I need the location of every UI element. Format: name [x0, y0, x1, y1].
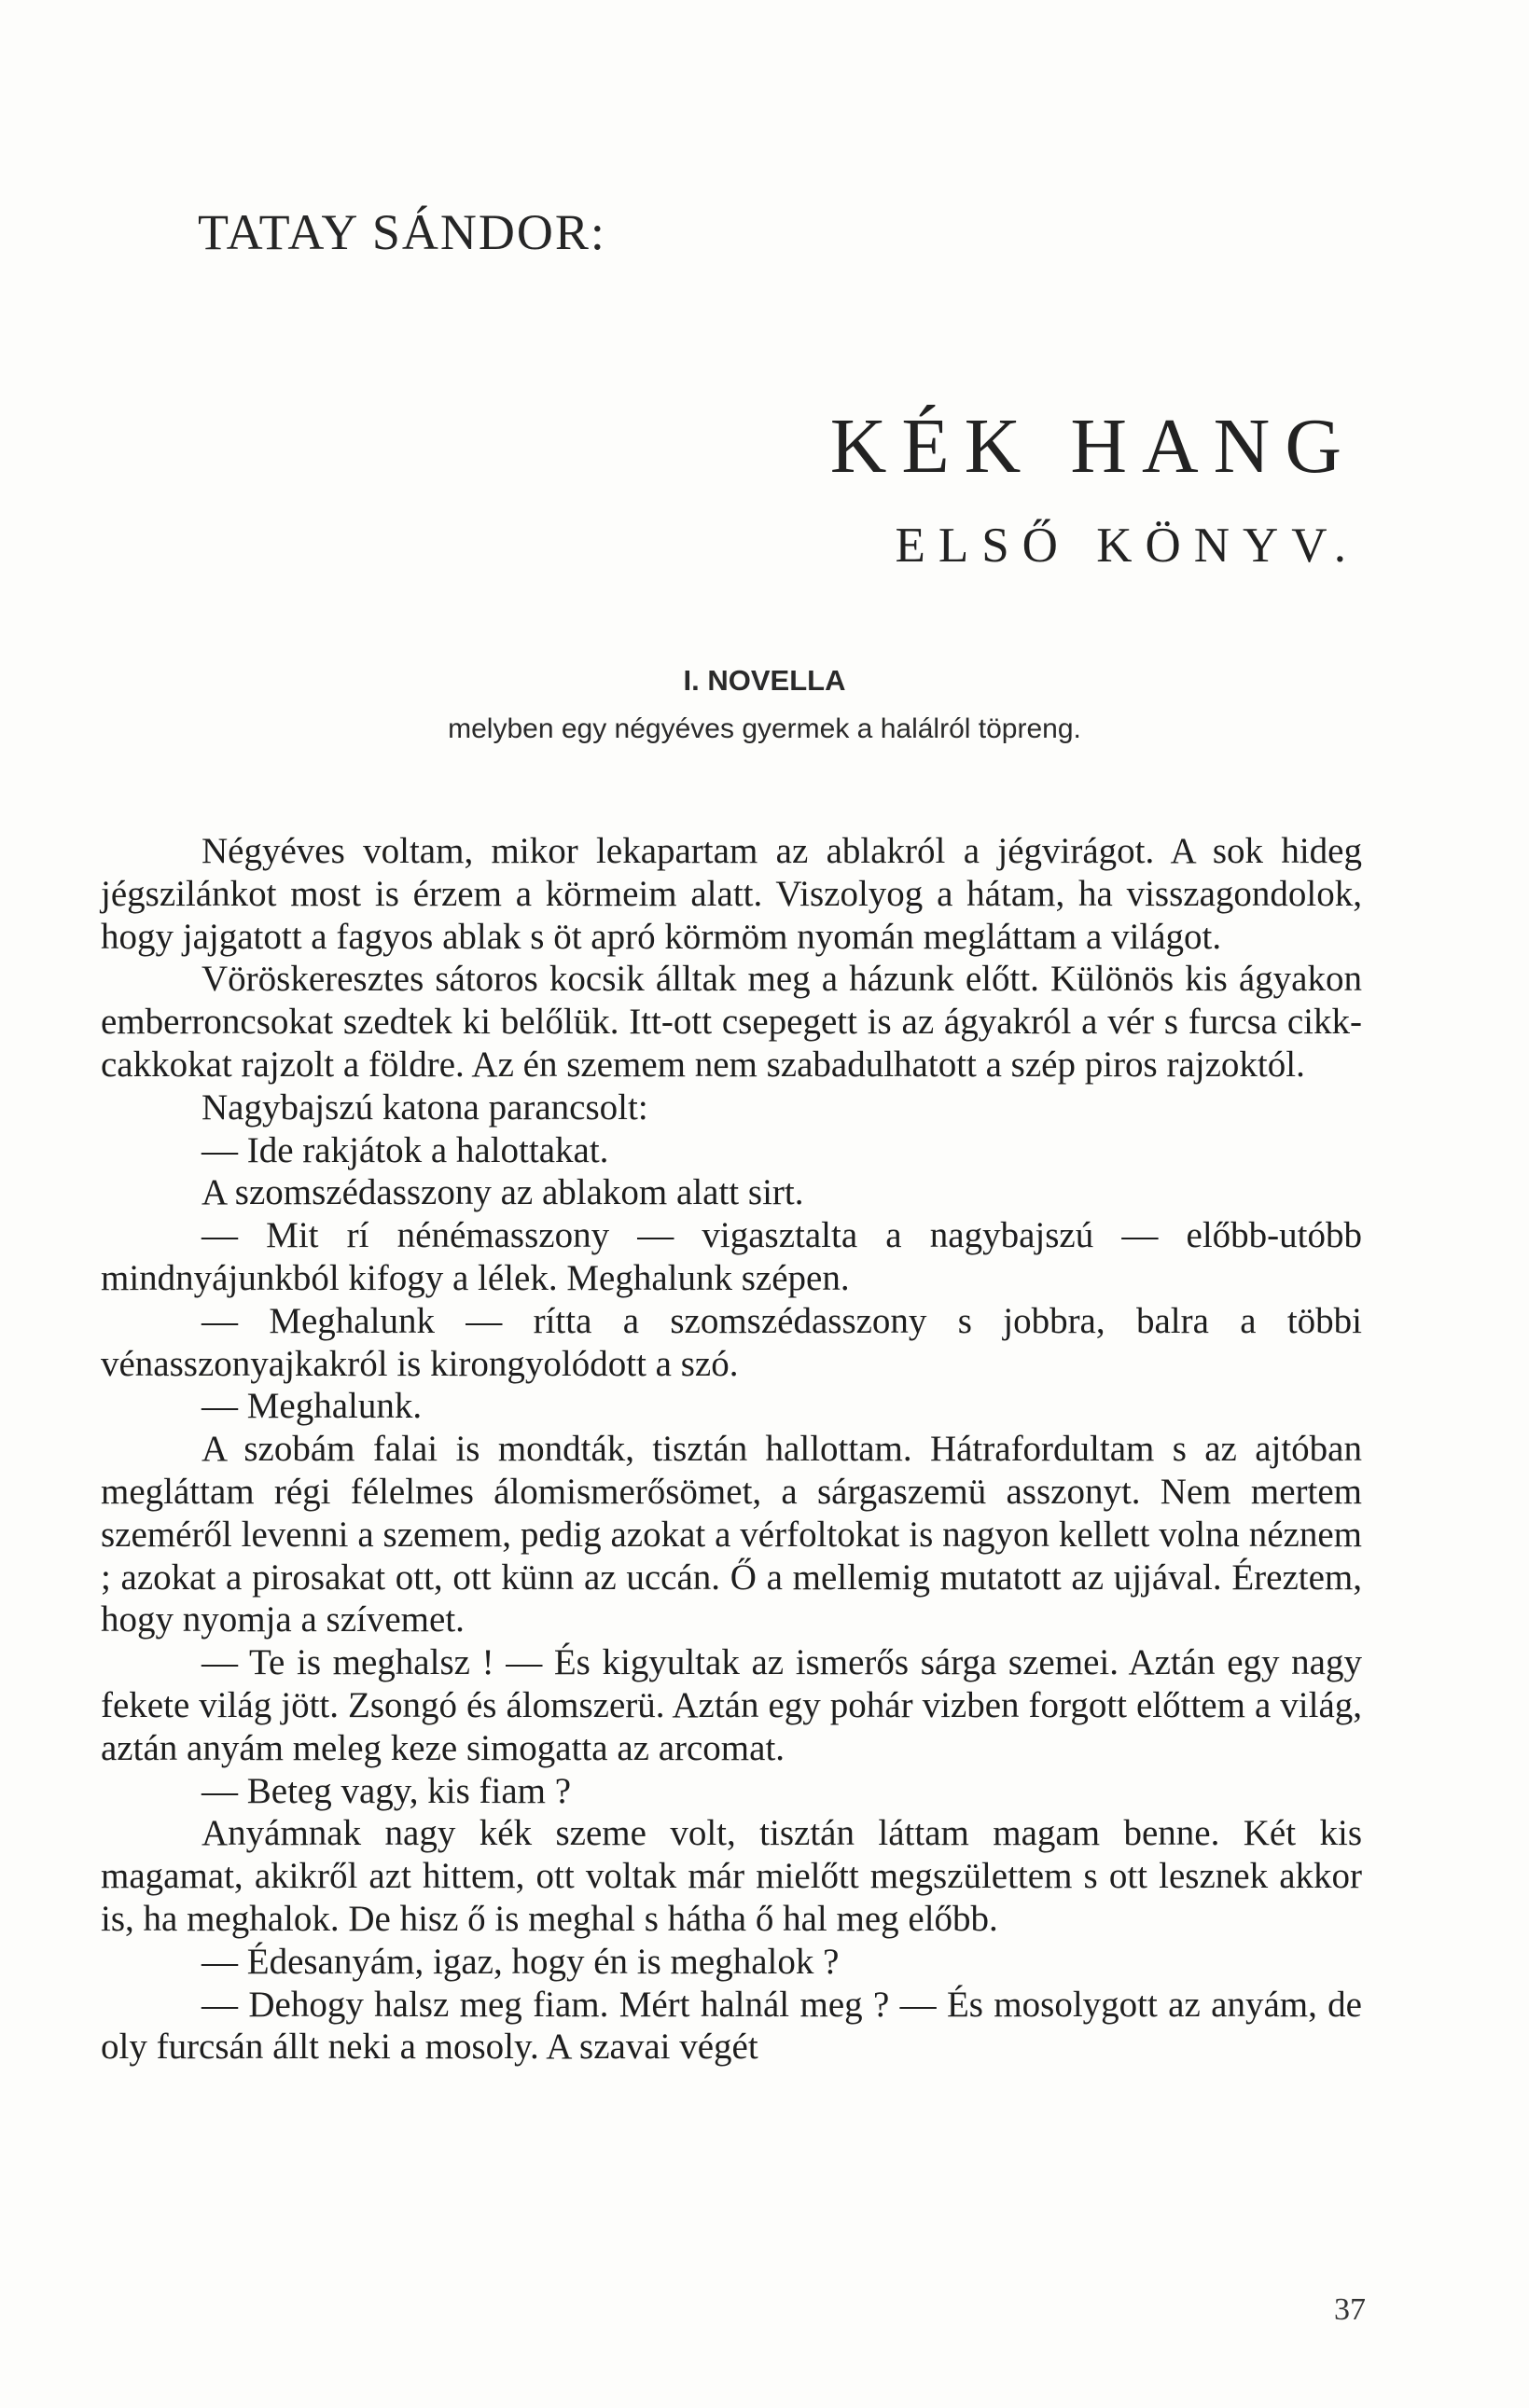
paragraph: — Édesanyám, igaz, hogy én is meghalok ?	[202, 1941, 840, 1982]
book-label: ELSŐ KÖNYV.	[895, 519, 1359, 573]
paragraph: — Beteg vagy, kis fiam ?	[202, 1770, 572, 1811]
paragraph: — Te is meghalsz ! — És kigyultak az ismerős sárga szemei. Aztán egy nagy fekete világ jött. Zsongó és álomszerü. Aztán egy pohár vizben forgott előttem a világ, aztán anyám meleg keze simogatta az arcomat.	[101, 1642, 1362, 1768]
paragraph: — Meghalunk — rítta a szomszédasszony s jobbra, balra a többi vénasszonyajkakról is kirongyolódott a szó.	[101, 1300, 1362, 1384]
author-name: TATAY SÁNDOR:	[198, 204, 606, 260]
story-title: KÉK HANG	[829, 403, 1356, 490]
paragraph: Négyéves voltam, mikor lekapartam az ablakról a jégvirágot. A sok hideg jégszilánkot most is érzem a körmeim alatt. Viszolyog a hátam, ha visszagondolok, hogy jajgatott a fagyos ablak s öt apró körmöm nyomán megláttam a világot.	[101, 831, 1362, 957]
paragraph: A szomszédasszony az ablakom alatt sirt.	[202, 1172, 804, 1213]
paragraph: Vöröskeresztes sátoros kocsik álltak meg a házunk előtt. Különös kis ágyakon emberroncsokat szedtek ki belőlük. Itt-ott csepegett is az ágyakról a vér s furcsa cikk-cakkokat rajzolt a földre. Az én szemem nem szabadulhatott a szép piros rajzoktól.	[101, 959, 1362, 1085]
paragraph: — Dehogy halsz meg fiam. Mért halnál meg ? — És mosolygott az anyám, de oly furcsán állt neki a mosoly. A szavai végét	[101, 1984, 1362, 2068]
paragraph: — Mit rí nénémasszony — vigasztalta a nagybajszú — előbb-utóbb mindnyájunkból kifogy a lélek. Meghalunk szépen.	[101, 1215, 1362, 1298]
paragraph: — Ide rakjátok a halottakat.	[202, 1129, 609, 1170]
paragraph: A szobám falai is mondták, tisztán hallottam. Hátrafordultam s az ajtóban megláttam régi félelmes álomismerősömet, a sárgaszemü asszonyt. Nem mertem szeméről levenni a szemem, pedig azokat a vérfoltokat is nagyon kellett volna néznem ; azokat a pirosakat ott, ott künn az uccán. Ő a mellemig mutatott az ujjával. Éreztem, hogy nyomja a szívemet.	[101, 1429, 1362, 1640]
paragraph: Nagybajszú katona parancsolt:	[202, 1086, 648, 1128]
page-number: 37	[1334, 2292, 1366, 2327]
paragraph: — Meghalunk.	[202, 1386, 423, 1427]
section-heading: I. NOVELLA	[683, 664, 846, 697]
paragraph: Anyámnak nagy kék szeme volt, tisztán láttam magam benne. Két kis magamat, akikről azt hittem, ott voltak már mielőtt megszülettem s ott lesznek akkor is, ha meghalok. De hisz ő is meghal s hátha ő hal meg előbb.	[101, 1813, 1362, 1939]
section-subtitle: melyben egy négyéves gyermek a halálról töpreng.	[448, 713, 1081, 744]
story-body	[101, 830, 1362, 2069]
